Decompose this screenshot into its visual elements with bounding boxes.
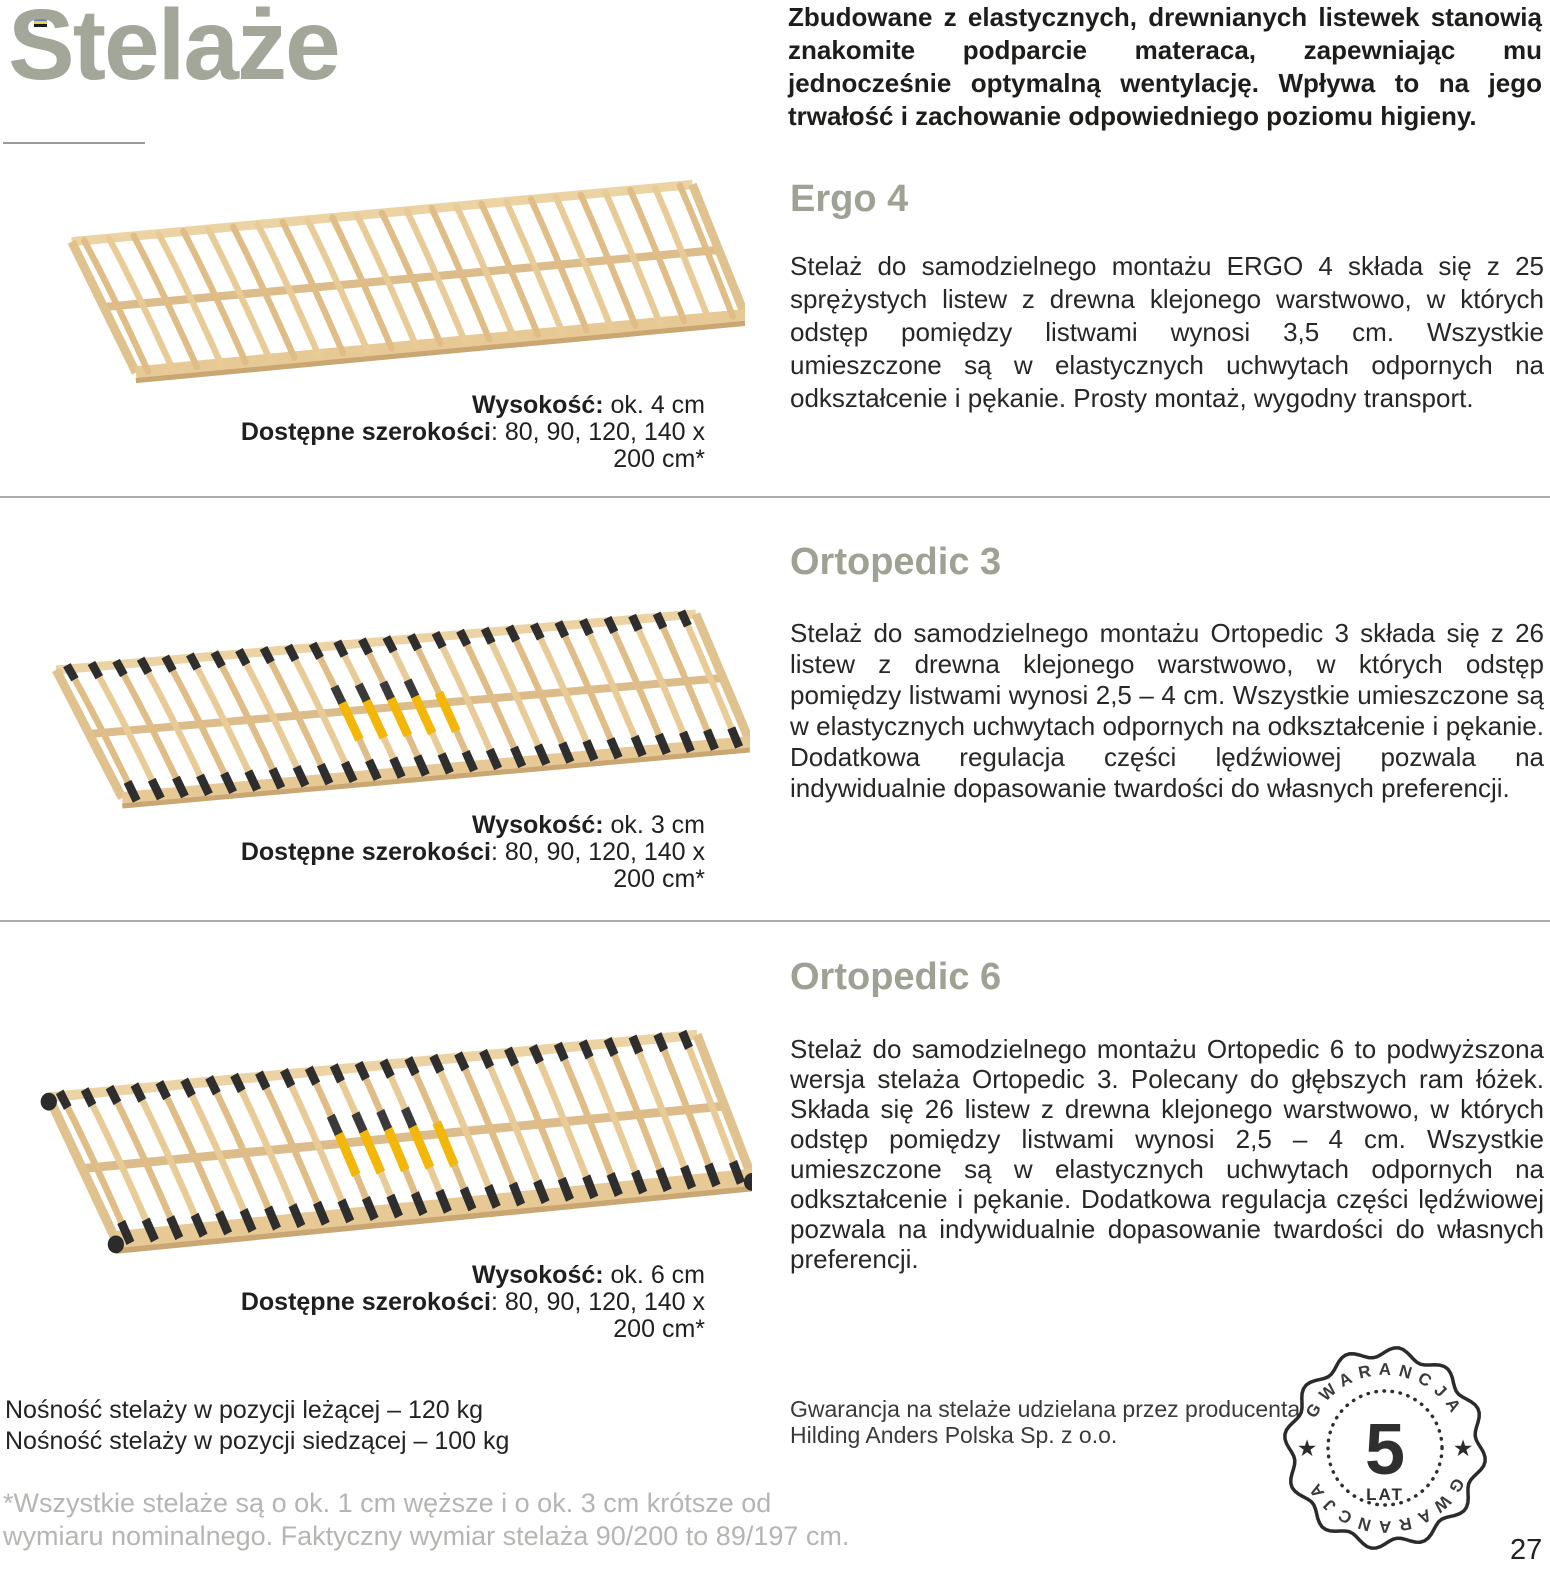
footnote-line: *Wszystkie stelaże są o ok. 1 cm węższe i o ok. 3 cm krótsze od <box>3 1488 772 1518</box>
footnote-line: wymiaru nominalnego. Faktyczny wymiar stelaża 90/200 to 89/197 cm. <box>3 1521 850 1551</box>
widths-value: : 80, 90, 120, 140 x 200 cm* <box>490 838 705 893</box>
load-lying-line: Nośność stelaży w pozycji leżącej – 120 kg <box>5 1396 484 1424</box>
warranty-badge <box>1277 1340 1493 1556</box>
section-description-ortopedic3: Stelaż do samodzielnego montażu Ortopedic 3 składa się z 26 listew z drewna klejonego warstwowo, w których odstęp pomiędzy listwami wynosi 2,5 – 4 cm. Wszystkie umieszczone są w elastycznych uchwytach odpornych na odkształcenie i pękanie. Dodatkowa regulacja części lędźwiowej pozwala na indywidualnie dopasowanie twardości do własnych preferencji. <box>790 618 1544 803</box>
caption-widths-line <box>225 1289 705 1343</box>
title-underline <box>3 142 145 144</box>
badge-unit: LAT <box>1366 1485 1404 1504</box>
height-value: ok. 6 cm <box>603 1261 705 1289</box>
load-capacity-note <box>5 1395 509 1457</box>
section-heading-ortopedic6: Ortopedic 6 <box>790 956 1002 998</box>
caption-height-line <box>225 812 705 839</box>
section-description-ergo4: Stelaż do samodzielnego montażu ERGO 4 składa się z 25 sprężystych listew z drewna klejonego warstwowo, w których odstęp pomiędzy listwami wynosi 3,5 cm. Wszystkie umieszczone są w elastycznych uchwytach odpornych na odkształcenie i pękanie. Prosty montaż, wygodny transport. <box>790 251 1544 413</box>
section-description-ortopedic6: Stelaż do samodzielnego montażu Ortopedic 6 to podwyższona wersja stelaża Ortopedic 3. Polecany do głębszych ram łóżek. Składa się 26 listew z drewna klejonego warstwowo, w których odstęp pomiędzy listwami wynosi 2,5 – 4 cm. Wszystkie umieszczone są w elastycznych uchwytach odpornych na odkształcenie i pękanie. Dodatkowa regulacja części lędźwiowej pozwala na indywidualnie dopasowanie twardości do własnych preferencji. <box>790 1034 1544 1274</box>
page-number: 27 <box>1510 1534 1543 1566</box>
caption-widths-line <box>225 419 705 473</box>
page-title: Stelaże <box>8 0 339 101</box>
warranty-note-line: Gwarancja na stelaże udzielana przez producenta <box>790 1396 1301 1422</box>
ergo4-product-image <box>25 160 745 400</box>
warranty-note-line: Hilding Anders Polska Sp. z o.o. <box>790 1422 1118 1448</box>
section-heading-ergo4: Ergo 4 <box>790 178 909 220</box>
badge-years: 5 <box>1364 1410 1406 1490</box>
star-icon: ★ <box>1452 1436 1474 1462</box>
caption-height-line <box>225 392 705 419</box>
product-caption-ortopedic6 <box>225 1262 705 1343</box>
ortopedic3-product-image <box>8 590 750 825</box>
warranty-note <box>790 1396 1300 1448</box>
height-value: ok. 4 cm <box>603 391 705 419</box>
widths-label: Dostępne szerokości <box>240 418 491 446</box>
badge-top-text: GWARANCJA <box>1301 1359 1469 1422</box>
intro-paragraph: Zbudowane z elastycznych, drewnianych listewek stanowią znakomite podparcie materaca, zapewniając mu jednocześnie optymalną wentylację. Wpływa to na jego trwałość i zachowanie odpowiedniego poziomu higieny. <box>788 2 1542 131</box>
caption-height-line <box>225 1262 705 1289</box>
section-divider <box>0 496 1550 498</box>
height-label: Wysokość: <box>472 1261 604 1289</box>
section-heading-ortopedic3: Ortopedic 3 <box>790 541 1002 583</box>
height-label: Wysokość: <box>472 811 604 839</box>
caption-widths-line <box>225 839 705 893</box>
height-value: ok. 3 cm <box>603 811 705 839</box>
height-label: Wysokość: <box>472 391 604 419</box>
widths-label: Dostępne szerokości <box>240 1288 491 1316</box>
badge-bottom-text: GWARANCJA <box>1301 1474 1469 1537</box>
size-footnote <box>3 1487 849 1553</box>
widths-value: : 80, 90, 120, 140 x 200 cm* <box>490 418 705 473</box>
star-icon: ★ <box>1296 1436 1318 1462</box>
product-caption-ergo4 <box>225 392 705 473</box>
section-divider <box>0 920 1550 922</box>
load-sitting-line: Nośność stelaży w pozycji siedzącej – 100 kg <box>5 1427 510 1455</box>
ortopedic6-product-image <box>0 1008 752 1270</box>
product-caption-ortopedic3 <box>225 812 705 893</box>
widths-label: Dostępne szerokości <box>240 838 491 866</box>
widths-value: : 80, 90, 120, 140 x 200 cm* <box>490 1288 705 1343</box>
